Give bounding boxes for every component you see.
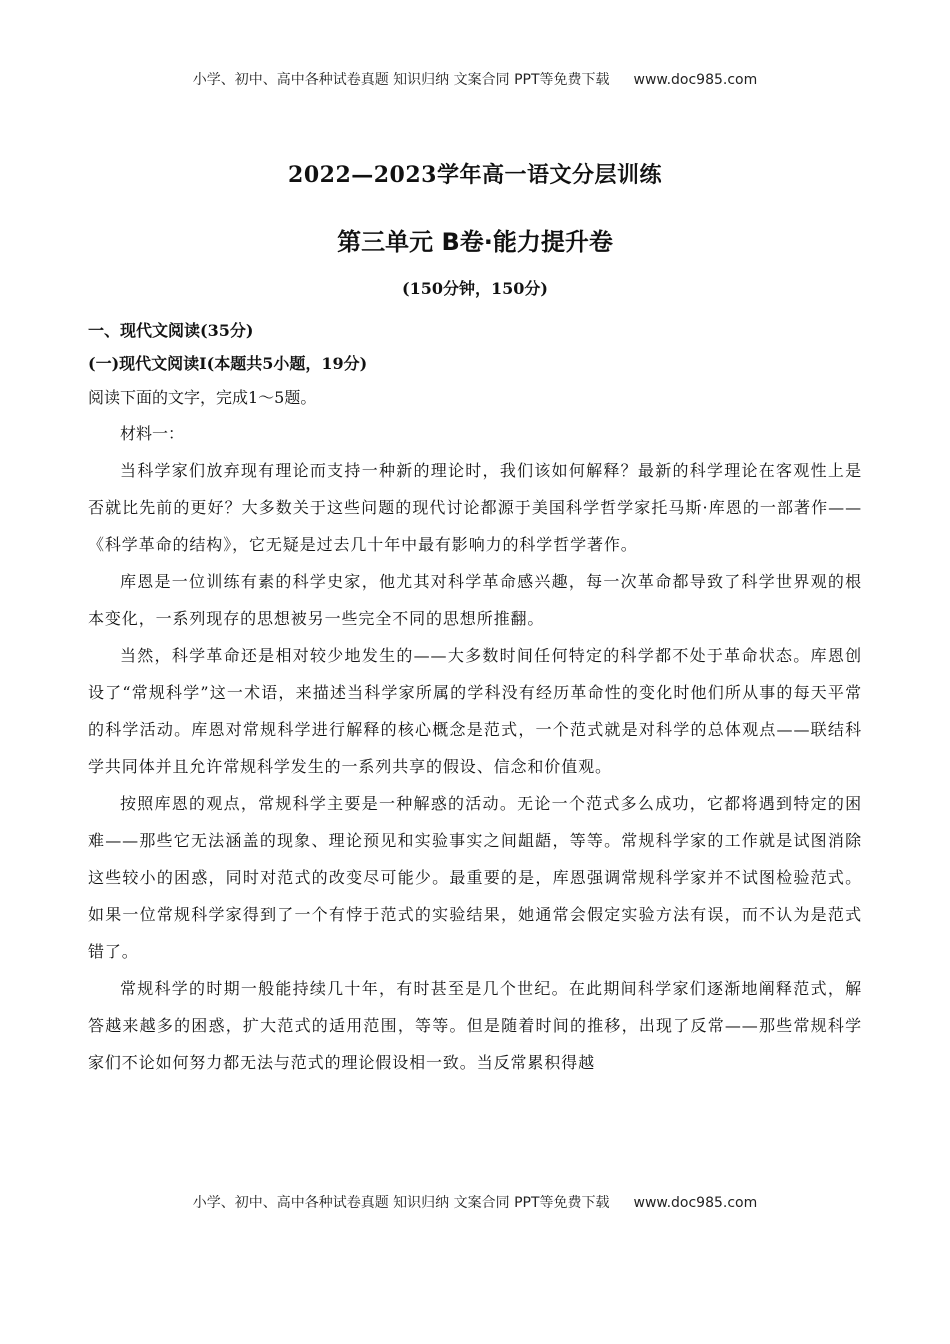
document-body <box>88 314 862 1081</box>
page-header <box>0 69 950 89</box>
paragraph: 当然，科学革命还是相对较少地发生的——大多数时间任何特定的科学都不处于革命状态。库恩创设了“常规科学”这一术语，来描述当科学家所属的学科没有经历革命性的变化时他们所从事的每天平常的科学活动。库恩对常规科学进行解释的核心概念是范式，一个范式就是对科学的总体观点——联结科学共同体并且允许常规科学发生的一系列共享的假设、信念和价值观。 <box>88 646 862 776</box>
section-heading: 一、现代文阅读(35分) <box>88 321 254 340</box>
paragraph: 常规科学的时期一般能持续几十年，有时甚至是几个世纪。在此期间科学家们逐渐地阐释范式，解答越来越多的困惑，扩大范式的适用范围，等等。但是随着时间的推移，出现了反常——那些常规科学家们不论如何努力都无法与范式的理论假设相一致。当反常累积得越 <box>88 979 862 1072</box>
document-title: 2022—2023学年高一语文分层训练 <box>288 162 662 188</box>
paragraph: 当科学家们放弃现有理论而支持一种新的理论时，我们该如何解释？最新的科学理论在客观性上是否就比先前的更好？大多数关于这些问题的现代讨论都源于美国科学哲学家托马斯·库恩的一部著作——《科学革命的结构》，它无疑是过去几十年中最有影响力的科学哲学著作。 <box>88 461 862 554</box>
footer-url[interactable]: www.doc985.com <box>633 1195 758 1211</box>
paragraph: 按照库恩的观点，常规科学主要是一种解惑的活动。无论一个范式多么成功，它都将遇到特定的困难——那些它无法涵盖的现象、理论预见和实验事实之间龃龉，等等。常规科学家的工作就是试图消除这些较小的困惑，同时对范式的改变尽可能少。最重要的是，库恩强调常规科学家并不试图检验范式。如果一位常规科学家得到了一个有悖于范式的实验结果，她通常会假定实验方法有误，而不认为是范式错了。 <box>88 794 862 961</box>
document-subtitle: 第三单元 B卷·能力提升卷 <box>337 228 613 256</box>
material-label: 材料一： <box>120 424 185 443</box>
header-text: 小学、初中、高中各种试卷真题 知识归纳 文案合同 PPT等免费下载 <box>192 72 610 88</box>
footer-text: 小学、初中、高中各种试卷真题 知识归纳 文案合同 PPT等免费下载 <box>192 1195 610 1211</box>
header-url[interactable]: www.doc985.com <box>633 72 758 88</box>
reading-instruction: 阅读下面的文字，完成1～5题。 <box>88 388 317 407</box>
subsection-heading: (一)现代文阅读Ⅰ(本题共5小题，19分) <box>88 354 368 373</box>
time-score: (150分钟，150分) <box>402 279 548 298</box>
paragraph: 库恩是一位训练有素的科学史家，他尤其对科学革命感兴趣，每一次革命都导致了科学世界观的根本变化，一系列现存的思想被另一些完全不同的思想所推翻。 <box>88 572 862 628</box>
page-footer <box>0 1192 950 1212</box>
